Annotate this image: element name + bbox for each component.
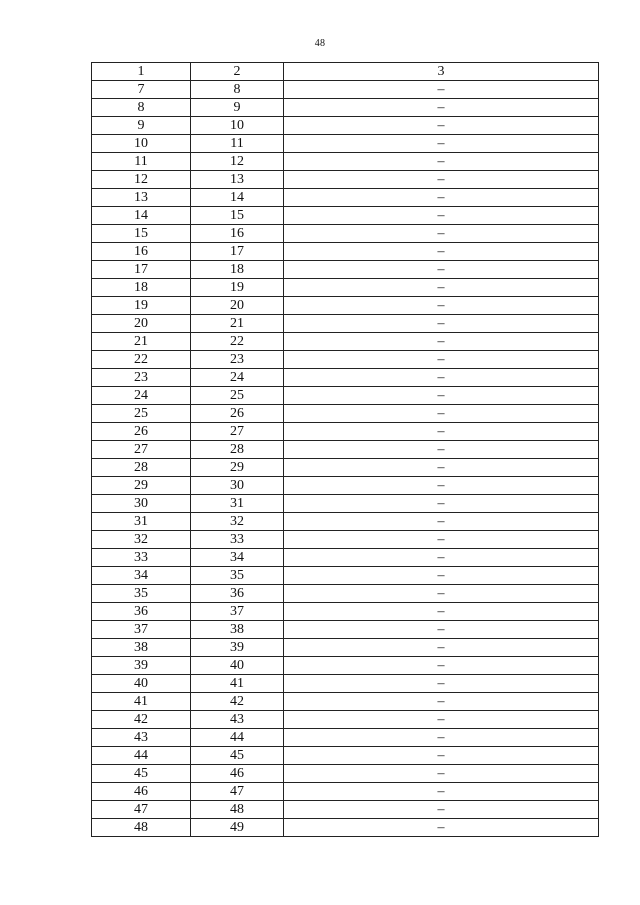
table-row bbox=[92, 801, 599, 819]
cell-col-2: 33 bbox=[191, 531, 284, 549]
cell-col-3: – bbox=[284, 477, 599, 495]
cell-col-3: – bbox=[284, 81, 599, 99]
cell-col-1: 47 bbox=[92, 801, 191, 819]
cell-col-3: – bbox=[284, 135, 599, 153]
cell-col-1: 11 bbox=[92, 153, 191, 171]
cell-col-1: 41 bbox=[92, 693, 191, 711]
cell-col-2: 43 bbox=[191, 711, 284, 729]
table-row bbox=[92, 711, 599, 729]
cell-col-3: – bbox=[284, 513, 599, 531]
table-row bbox=[92, 675, 599, 693]
cell-col-2: 21 bbox=[191, 315, 284, 333]
cell-col-3: – bbox=[284, 531, 599, 549]
cell-col-3: – bbox=[284, 747, 599, 765]
cell-col-3: – bbox=[284, 189, 599, 207]
cell-col-1: 40 bbox=[92, 675, 191, 693]
table-header-row bbox=[92, 63, 599, 81]
cell-col-2: 29 bbox=[191, 459, 284, 477]
cell-col-2: 47 bbox=[191, 783, 284, 801]
table-row bbox=[92, 261, 599, 279]
cell-col-1: 22 bbox=[92, 351, 191, 369]
table-row bbox=[92, 567, 599, 585]
cell-col-3: – bbox=[284, 675, 599, 693]
table-row bbox=[92, 189, 599, 207]
cell-col-2: 8 bbox=[191, 81, 284, 99]
cell-col-3: – bbox=[284, 171, 599, 189]
cell-col-2: 18 bbox=[191, 261, 284, 279]
cell-col-2: 20 bbox=[191, 297, 284, 315]
table-row bbox=[92, 639, 599, 657]
table-row bbox=[92, 405, 599, 423]
column-number-1: 1 bbox=[92, 63, 191, 81]
cell-col-3: – bbox=[284, 117, 599, 135]
table-row bbox=[92, 477, 599, 495]
table-row bbox=[92, 153, 599, 171]
table-row bbox=[92, 747, 599, 765]
cell-col-3: – bbox=[284, 99, 599, 117]
table-row bbox=[92, 729, 599, 747]
table-row bbox=[92, 225, 599, 243]
cell-col-3: – bbox=[284, 603, 599, 621]
cell-col-3: – bbox=[284, 423, 599, 441]
cell-col-3: – bbox=[284, 585, 599, 603]
cell-col-1: 31 bbox=[92, 513, 191, 531]
cell-col-2: 9 bbox=[191, 99, 284, 117]
cell-col-2: 48 bbox=[191, 801, 284, 819]
cell-col-3: – bbox=[284, 801, 599, 819]
cell-col-3: – bbox=[284, 459, 599, 477]
cell-col-3: – bbox=[284, 225, 599, 243]
cell-col-1: 32 bbox=[92, 531, 191, 549]
cell-col-1: 35 bbox=[92, 585, 191, 603]
cell-col-1: 15 bbox=[92, 225, 191, 243]
cell-col-3: – bbox=[284, 243, 599, 261]
table-row bbox=[92, 549, 599, 567]
cell-col-1: 12 bbox=[92, 171, 191, 189]
cell-col-3: – bbox=[284, 729, 599, 747]
cell-col-2: 37 bbox=[191, 603, 284, 621]
table-row bbox=[92, 657, 599, 675]
table-row bbox=[92, 351, 599, 369]
table-row bbox=[92, 783, 599, 801]
table-row bbox=[92, 315, 599, 333]
table-row bbox=[92, 513, 599, 531]
cell-col-1: 14 bbox=[92, 207, 191, 225]
data-table bbox=[91, 62, 599, 837]
cell-col-3: – bbox=[284, 297, 599, 315]
cell-col-2: 10 bbox=[191, 117, 284, 135]
cell-col-1: 21 bbox=[92, 333, 191, 351]
table-row bbox=[92, 387, 599, 405]
cell-col-2: 17 bbox=[191, 243, 284, 261]
cell-col-1: 38 bbox=[92, 639, 191, 657]
cell-col-2: 13 bbox=[191, 171, 284, 189]
cell-col-1: 19 bbox=[92, 297, 191, 315]
cell-col-1: 7 bbox=[92, 81, 191, 99]
table-row bbox=[92, 99, 599, 117]
cell-col-3: – bbox=[284, 279, 599, 297]
page-number: 48 bbox=[314, 38, 326, 49]
table-row bbox=[92, 441, 599, 459]
cell-col-1: 23 bbox=[92, 369, 191, 387]
cell-col-2: 27 bbox=[191, 423, 284, 441]
cell-col-1: 37 bbox=[92, 621, 191, 639]
cell-col-1: 28 bbox=[92, 459, 191, 477]
cell-col-2: 49 bbox=[191, 819, 284, 837]
cell-col-3: – bbox=[284, 621, 599, 639]
cell-col-2: 38 bbox=[191, 621, 284, 639]
cell-col-2: 39 bbox=[191, 639, 284, 657]
cell-col-3: – bbox=[284, 711, 599, 729]
table-row bbox=[92, 171, 599, 189]
cell-col-3: – bbox=[284, 387, 599, 405]
table-row bbox=[92, 693, 599, 711]
cell-col-2: 25 bbox=[191, 387, 284, 405]
table-row bbox=[92, 279, 599, 297]
cell-col-1: 29 bbox=[92, 477, 191, 495]
cell-col-1: 48 bbox=[92, 819, 191, 837]
cell-col-2: 34 bbox=[191, 549, 284, 567]
cell-col-1: 9 bbox=[92, 117, 191, 135]
cell-col-1: 43 bbox=[92, 729, 191, 747]
cell-col-3: – bbox=[284, 405, 599, 423]
cell-col-3: – bbox=[284, 819, 599, 837]
table-row bbox=[92, 81, 599, 99]
cell-col-2: 31 bbox=[191, 495, 284, 513]
cell-col-3: – bbox=[284, 369, 599, 387]
cell-col-3: – bbox=[284, 693, 599, 711]
cell-col-2: 36 bbox=[191, 585, 284, 603]
cell-col-3: – bbox=[284, 639, 599, 657]
table-row bbox=[92, 369, 599, 387]
cell-col-2: 41 bbox=[191, 675, 284, 693]
cell-col-2: 42 bbox=[191, 693, 284, 711]
table-row bbox=[92, 207, 599, 225]
cell-col-3: – bbox=[284, 153, 599, 171]
cell-col-1: 42 bbox=[92, 711, 191, 729]
cell-col-1: 36 bbox=[92, 603, 191, 621]
cell-col-2: 32 bbox=[191, 513, 284, 531]
cell-col-2: 15 bbox=[191, 207, 284, 225]
cell-col-1: 18 bbox=[92, 279, 191, 297]
cell-col-2: 14 bbox=[191, 189, 284, 207]
cell-col-3: – bbox=[284, 315, 599, 333]
cell-col-2: 23 bbox=[191, 351, 284, 369]
cell-col-1: 13 bbox=[92, 189, 191, 207]
cell-col-1: 33 bbox=[92, 549, 191, 567]
cell-col-2: 28 bbox=[191, 441, 284, 459]
cell-col-2: 19 bbox=[191, 279, 284, 297]
table-row bbox=[92, 819, 599, 837]
cell-col-2: 46 bbox=[191, 765, 284, 783]
cell-col-1: 44 bbox=[92, 747, 191, 765]
cell-col-3: – bbox=[284, 333, 599, 351]
table-row bbox=[92, 765, 599, 783]
cell-col-2: 12 bbox=[191, 153, 284, 171]
cell-col-2: 30 bbox=[191, 477, 284, 495]
table-body bbox=[92, 63, 599, 837]
cell-col-3: – bbox=[284, 207, 599, 225]
table-row bbox=[92, 585, 599, 603]
cell-col-2: 24 bbox=[191, 369, 284, 387]
cell-col-1: 30 bbox=[92, 495, 191, 513]
column-number-3: 3 bbox=[284, 63, 599, 81]
cell-col-3: – bbox=[284, 765, 599, 783]
cell-col-1: 25 bbox=[92, 405, 191, 423]
cell-col-2: 26 bbox=[191, 405, 284, 423]
table-row bbox=[92, 423, 599, 441]
cell-col-1: 17 bbox=[92, 261, 191, 279]
table-row bbox=[92, 459, 599, 477]
cell-col-1: 16 bbox=[92, 243, 191, 261]
cell-col-3: – bbox=[284, 783, 599, 801]
cell-col-2: 22 bbox=[191, 333, 284, 351]
table-row bbox=[92, 333, 599, 351]
table-row bbox=[92, 495, 599, 513]
cell-col-1: 20 bbox=[92, 315, 191, 333]
cell-col-1: 10 bbox=[92, 135, 191, 153]
table-row bbox=[92, 117, 599, 135]
cell-col-3: – bbox=[284, 495, 599, 513]
cell-col-3: – bbox=[284, 441, 599, 459]
cell-col-2: 40 bbox=[191, 657, 284, 675]
table-row bbox=[92, 243, 599, 261]
cell-col-3: – bbox=[284, 657, 599, 675]
cell-col-1: 24 bbox=[92, 387, 191, 405]
cell-col-2: 44 bbox=[191, 729, 284, 747]
cell-col-2: 35 bbox=[191, 567, 284, 585]
cell-col-2: 45 bbox=[191, 747, 284, 765]
table-row bbox=[92, 603, 599, 621]
column-number-2: 2 bbox=[191, 63, 284, 81]
table-row bbox=[92, 297, 599, 315]
cell-col-2: 11 bbox=[191, 135, 284, 153]
table-row bbox=[92, 621, 599, 639]
cell-col-3: – bbox=[284, 567, 599, 585]
cell-col-1: 27 bbox=[92, 441, 191, 459]
cell-col-3: – bbox=[284, 261, 599, 279]
cell-col-1: 34 bbox=[92, 567, 191, 585]
cell-col-1: 39 bbox=[92, 657, 191, 675]
cell-col-3: – bbox=[284, 351, 599, 369]
table-row bbox=[92, 531, 599, 549]
cell-col-2: 16 bbox=[191, 225, 284, 243]
table-row bbox=[92, 135, 599, 153]
cell-col-1: 46 bbox=[92, 783, 191, 801]
cell-col-1: 45 bbox=[92, 765, 191, 783]
cell-col-3: – bbox=[284, 549, 599, 567]
cell-col-1: 8 bbox=[92, 99, 191, 117]
cell-col-1: 26 bbox=[92, 423, 191, 441]
